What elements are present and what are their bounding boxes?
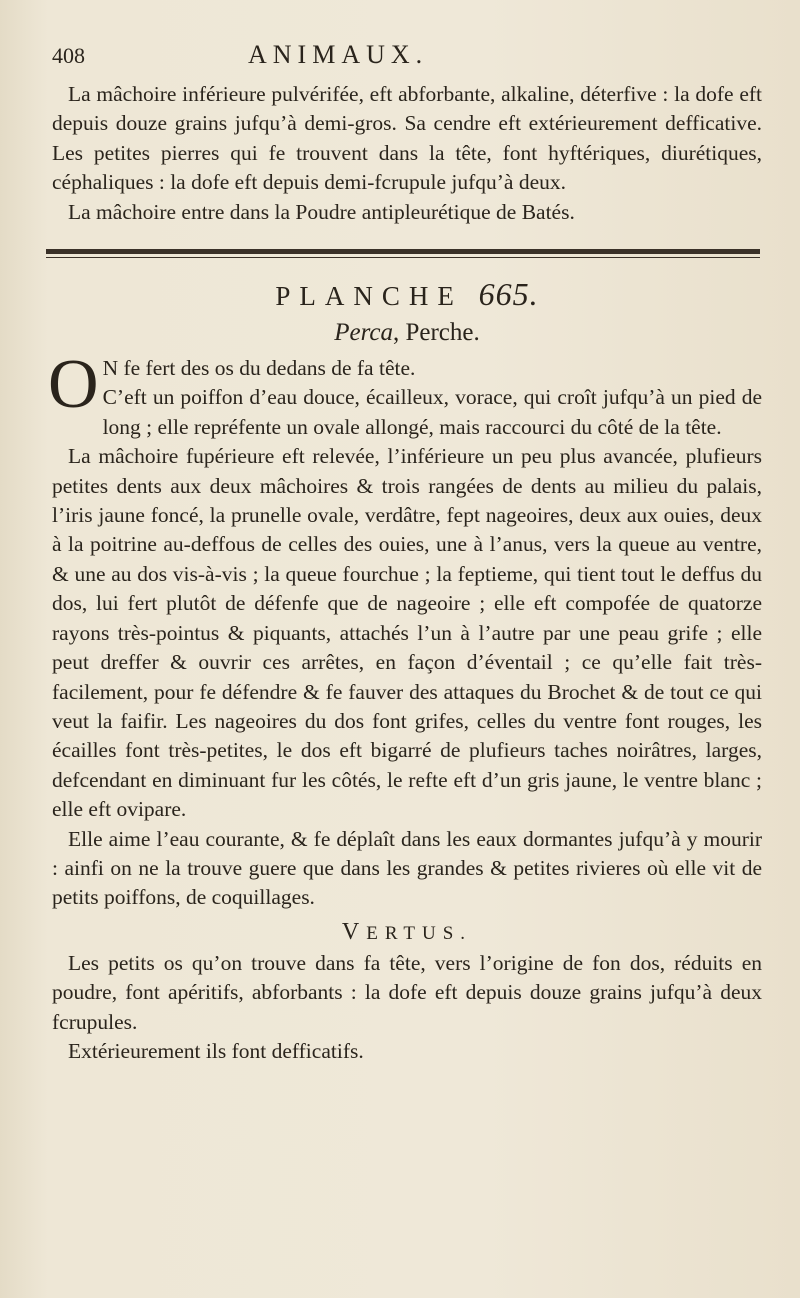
drop-cap: O (48, 346, 99, 424)
french-name: , Perche. (392, 319, 480, 347)
body-paragraph-3: La mâchoire fupérieure eft relevée, l’inférieure un peu plus avancée, plufieurs petites dents aux deux mâchoires & trois rangées de dents au milieu du palais, l’iris jaune foncé, la prunelle ovale, verdâtre, fept nageoires, deux aux ouies, deux à la poitrine au-deffous de celles des ouies, une à l’anus, vers la queue au ventre, & une au dos vis-à-vis ; la queue fourchue ; la feptieme, qui tient tout le deffus du dos, lui fert plutôt de défenfe que de nageoire ; elle eft compofée de quatorze rayons très-pointus & piquants, attachés l’un à l’autre par une peau grife ; elle peut dreffer & ouvrir ces arrêtes, en façon d’éventail ; ce qu’elle fait très-facilement, pour fe défendre & fe fauver des attaques du Brochet & de tout ce qui veut la faifir. Les nageoires du dos font grifes, celles du ventre font rouges, les écailles font très-petites, le dos eft bigarré de plufieurs taches noirâtres, larges, defcendant en diminuant fur les côtés, le refte eft d’un gris jaune, le ventre blanc ; elle eft ovipare. (52, 444, 762, 822)
body-paragraph-2: C’eft un poiffon d’eau douce, écailleux, vorace, qui croît jufqu’à un pied de long ; elle repréfente un ovale allongé, mais raccourci du côté de la tête. (102, 385, 762, 439)
vertus-heading (52, 915, 762, 949)
plate-subtitle (52, 312, 762, 354)
plate-label: PLANCHE (275, 281, 463, 312)
vertus-rest: ERTUS. (366, 922, 473, 944)
section-rule (46, 249, 760, 258)
vertus-initial: V (341, 918, 367, 945)
description-block (48, 346, 762, 913)
vertus-paragraph-2: Extérieurement ils font defficatifs. (68, 1038, 364, 1063)
intro-paragraph-1: La mâchoire inférieure pulvérifée, eft abforbante, alkaline, déterfive : la dofe eft depuis douze grains jufqu’à demi-gros. Sa cendre eft extérieurement defficative. Les petites pierres qui fe trouvent dans la tête, font hyftériques, diurétiques, céphaliques : la dofe eft depuis demi-fcrupule jufqu’à deux. (52, 82, 762, 195)
plate-number: 665. (478, 276, 539, 313)
running-title: ANIMAUX. (248, 40, 429, 69)
latin-name: Perca (334, 319, 393, 347)
body-paragraph-4: Elle aime l’eau courante, & fe déplaît dans les eaux dormantes jufqu’à y mourir : ainfi on ne la trouve guere que dans les grandes & petites rivieres où elle vit de petits poiffons, de coquillages. (52, 826, 762, 910)
plate-heading (52, 276, 762, 312)
vertus-paragraph-1: Les petits os qu’on trouve dans fa tête, vers l’origine de fon dos, réduits en poudre, font apéritifs, abforbants : la dofe eft depuis douze grains jufqu’à deux fcrupules. (52, 950, 762, 1034)
body-paragraph-1: N fe fert des os du dedans de fa tête. (102, 356, 416, 381)
page-number: 408 (52, 43, 85, 68)
running-head (52, 40, 762, 80)
intro-paragraph-2: La mâchoire entre dans la Poudre antipleurétique de Batés. (68, 199, 575, 224)
